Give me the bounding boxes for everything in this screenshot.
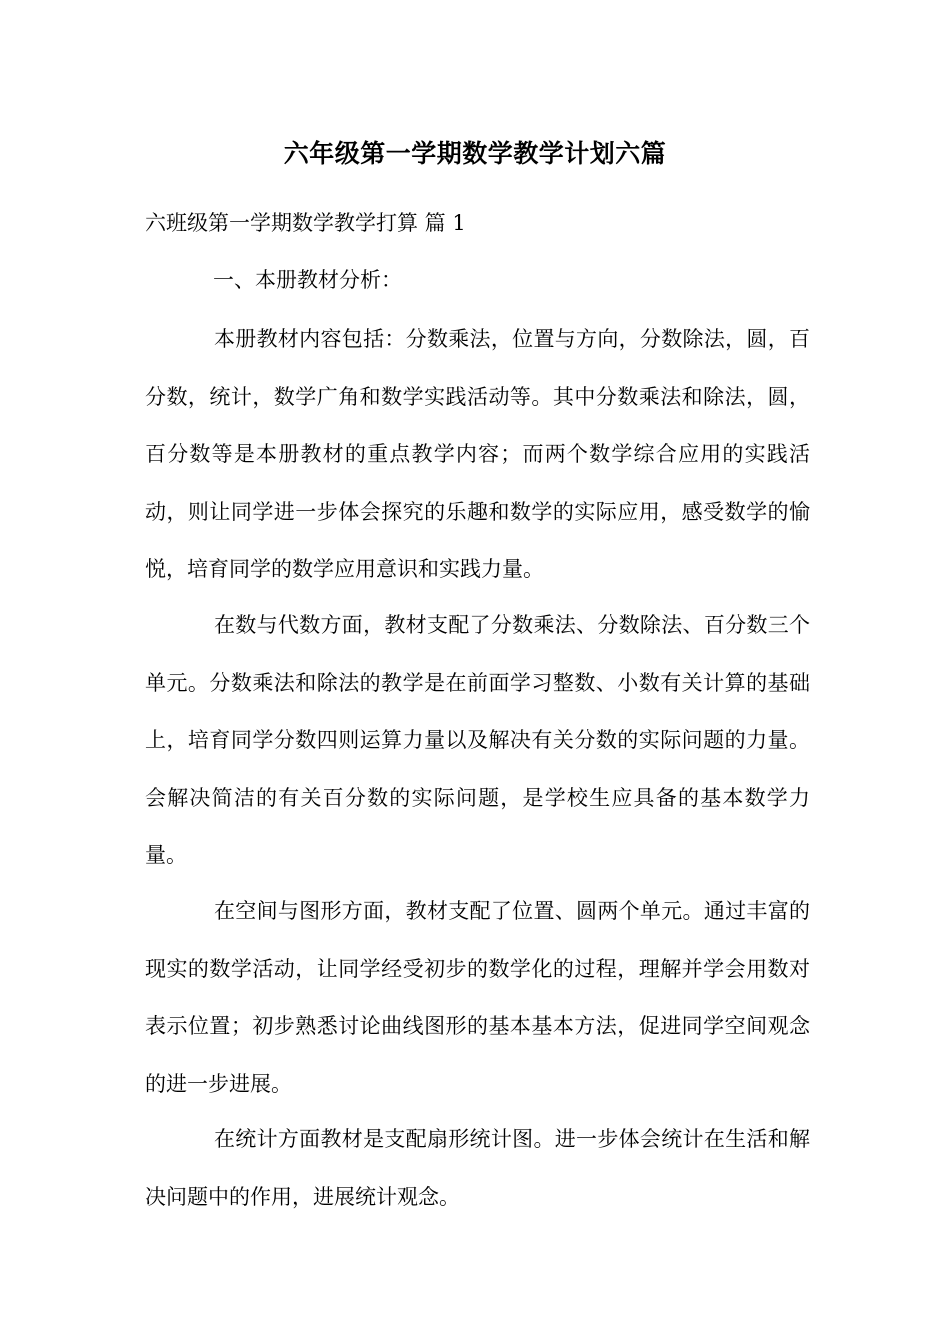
document-title: 六年级第一学期数学教学计划六篇: [283, 139, 667, 168]
paragraph-statistics: 在统计方面教材是支配扇形统计图。进一步体会统计在生活和解决问题中的作用，进展统计观念。: [145, 1127, 810, 1209]
document-subtitle: 六班级第一学期数学教学打算 篇 1: [145, 211, 466, 235]
paragraph-numbers-algebra: 在数与代数方面，教材支配了分数乘法、分数除法、百分数三个单元。分数乘法和除法的教学是在前面学习整数、小数有关计算的基础上，培育同学分数四则运算力量以及解决有关分数的实际问题的力量。会解决简洁的有关百分数的实际问题，是学校生应具备的基本数学力量。: [145, 613, 810, 867]
paragraph-textbook-content: 本册教材内容包括：分数乘法，位置与方向，分数除法，圆，百分数，统计，数学广角和数学实践活动等。其中分数乘法和除法，圆，百分数等是本册教材的重点教学内容；而两个数学综合应用的实践活动，则让同学进一步体会探究的乐趣和数学的实际应用，感受数学的愉悦，培育同学的数学应用意识和实践力量。: [145, 327, 810, 581]
paragraph-space-geometry: 在空间与图形方面，教材支配了位置、圆两个单元。通过丰富的现实的数学活动，让同学经受初步的数学化的过程，理解并学会用数对表示位置；初步熟悉讨论曲线图形的基本基本方法，促进同学空间观念的进一步进展。: [145, 899, 810, 1096]
section-heading: 一、本册教材分析：: [213, 268, 402, 292]
